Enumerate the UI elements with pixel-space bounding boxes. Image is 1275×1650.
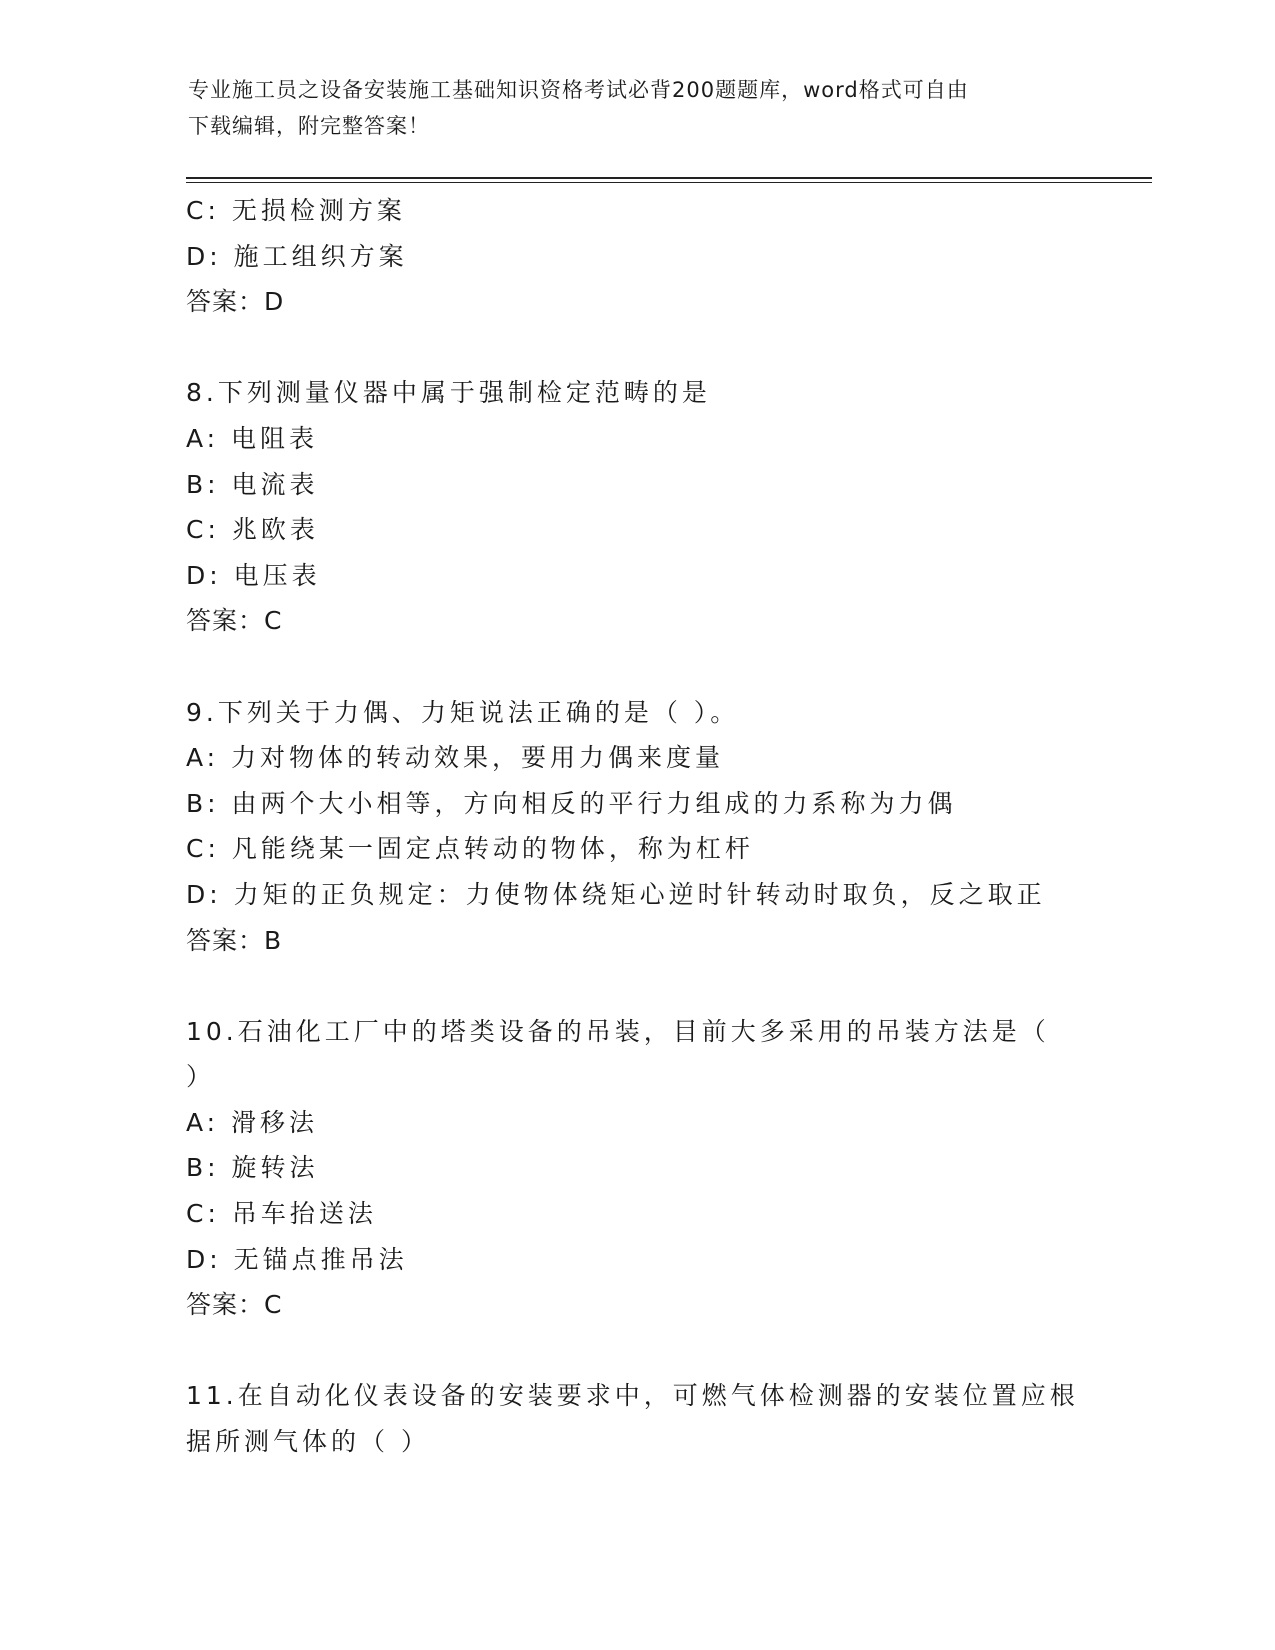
answer: 答案：D bbox=[186, 287, 285, 317]
document-body bbox=[186, 188, 1086, 1465]
question-7-continued bbox=[186, 188, 1086, 325]
option-b: B: 由两个大小相等，方向相反的平行力组成的力系称为力偶 bbox=[186, 788, 957, 818]
option-a: A: 电阻表 bbox=[186, 423, 319, 453]
spacer bbox=[186, 963, 1086, 1009]
question-9 bbox=[186, 690, 1086, 964]
option-a: A: 滑移法 bbox=[186, 1107, 319, 1137]
option-a: A: 力对物体的转动效果，要用力偶来度量 bbox=[186, 743, 725, 773]
question-10 bbox=[186, 1009, 1086, 1328]
question-stem: 8.下列测量仪器中属于强制检定范畴的是 bbox=[186, 378, 711, 408]
option-c: C: 吊车抬送法 bbox=[186, 1199, 377, 1229]
question-11 bbox=[186, 1373, 1086, 1464]
answer: 答案：B bbox=[186, 925, 283, 955]
header-line-2: 下载编辑，附完整答案！ bbox=[188, 114, 430, 138]
question-stem: 10.石油化工厂中的塔类设备的吊装，目前大多采用的吊装方法是（ bbox=[186, 1016, 1050, 1046]
question-stem-continued: 据所测气体的（ ） bbox=[186, 1427, 430, 1457]
header-line-1: 专业施工员之设备安装施工基础知识资格考试必背200题题库，word格式可自由 bbox=[188, 78, 969, 102]
question-stem: 11.在自动化仪表设备的安装要求中，可燃气体检测器的安装位置应根 bbox=[186, 1381, 1079, 1411]
spacer bbox=[186, 644, 1086, 690]
option-c: C: 兆欧表 bbox=[186, 515, 319, 545]
option-b: B: 电流表 bbox=[186, 469, 319, 499]
question-stem-continued: ） bbox=[186, 1062, 216, 1092]
spacer bbox=[186, 1328, 1086, 1374]
page-header bbox=[188, 72, 1088, 144]
question-stem: 9.下列关于力偶、力矩说法正确的是（ ）。 bbox=[186, 697, 740, 727]
option-c: C: 无损检测方案 bbox=[186, 196, 406, 225]
option-b: B: 旋转法 bbox=[186, 1153, 319, 1183]
option-c: C: 凡能绕某一固定点转动的物体，称为杠杆 bbox=[186, 834, 754, 864]
answer: 答案：C bbox=[186, 1290, 283, 1320]
option-d: D: 电压表 bbox=[186, 560, 321, 590]
header-divider bbox=[186, 177, 1152, 179]
answer: 答案：C bbox=[186, 606, 283, 636]
spacer bbox=[186, 325, 1086, 371]
option-d: D: 力矩的正负规定：力使物体绕矩心逆时针转动时取负，反之取正 bbox=[186, 879, 1046, 909]
option-d: D: 无锚点推吊法 bbox=[186, 1244, 408, 1274]
question-8 bbox=[186, 370, 1086, 644]
option-d: D: 施工组织方案 bbox=[186, 241, 408, 271]
